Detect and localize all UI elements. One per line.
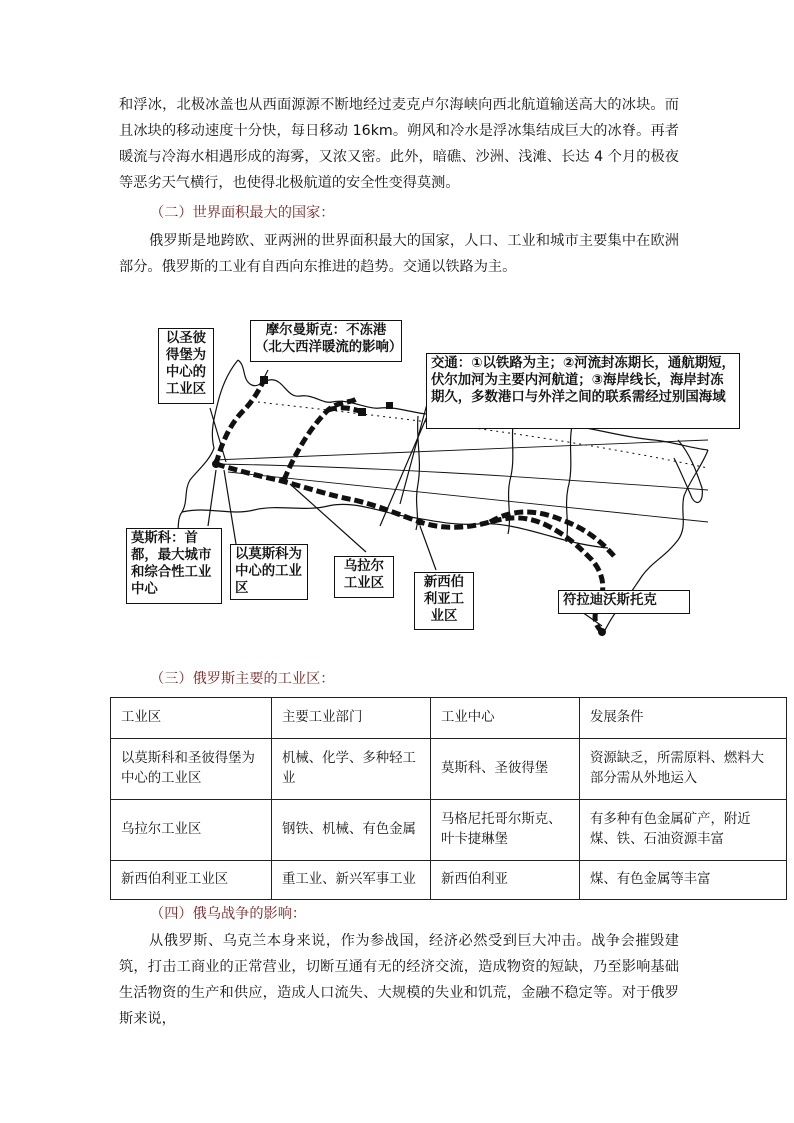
table-header-cell: 主要工业部门 (272, 698, 431, 739)
map-city-novosibirsk (417, 519, 424, 526)
table-row (111, 861, 787, 900)
table-row (111, 800, 787, 861)
label-ural: 乌拉尔工业区 (334, 556, 394, 598)
map-railway-vorkuta (328, 408, 362, 412)
table-cell: 煤、有色金属等丰富 (580, 861, 787, 900)
table-cell: 新西伯利亚 (431, 861, 580, 900)
table-cell: 莫斯科、圣彼得堡 (431, 739, 580, 800)
map-latitude-line (214, 464, 708, 490)
paragraph-arctic-route: 和浮冰，北极冰盖也从西面源源不断地经过麦克卢尔海峡向西北航道输送高大的冰块。而且冰块的移动速度十分快，每日移动 16km。朔风和冷水是浮冰集结成巨大的冰脊。再者暖流与冷海水相遇形成的海雾，又浓又密。此外，暗礁、沙洲、浅滩、长达 4 个月的极夜等恶劣天气横行，也使得北极航道的安全性变得莫测。 (119, 97, 679, 191)
map-city-east (386, 402, 393, 409)
table-cell: 乌拉尔工业区 (111, 800, 272, 861)
map-city-vladivostok (598, 628, 606, 636)
label-vladivostok: 符拉迪沃斯托克 (558, 590, 690, 614)
section-heading-industry-regions: （三）俄罗斯主要的工业区： (150, 671, 335, 687)
table-header-row (111, 698, 787, 739)
leader-ural (290, 484, 366, 552)
table-header-cell: 工业区 (111, 698, 272, 739)
label-moscow-region: 以莫斯科为中心的工业区 (230, 544, 308, 600)
table-cell: 机械、化学、多种轻工业 (272, 739, 431, 800)
leader-moscow-region (224, 470, 236, 544)
map-city-moscow (212, 460, 220, 468)
table-cell: 重工业、新兴军事工业 (272, 861, 431, 900)
russia-industry-map (118, 320, 735, 640)
leader-moscow (208, 470, 216, 526)
table-cell: 以莫斯科和圣彼得堡为中心的工业区 (111, 739, 272, 800)
label-moscow: 莫斯科：首都，最大城市和综合性工业中心 (126, 528, 222, 604)
map-city-vorkuta (358, 408, 366, 416)
table-header-cell: 工业中心 (431, 698, 580, 739)
map-latitude-line-2 (228, 472, 708, 522)
label-transport: 交通：①以铁路为主；②河流封冻期长，通航期短，伏尔加河为主要内河航道；③海岸线长，海岸封冻期久，多数港口与外洋之间的联系需经过别国海域 (426, 353, 740, 429)
map-longitude-line (214, 440, 708, 460)
table-cell: 有多种有色金属矿产，附近煤、铁、石油资源丰富 (580, 800, 787, 861)
map-city-ural (281, 477, 288, 484)
section-heading-war-impact: （四）俄乌战争的影响： (150, 906, 307, 922)
map-kamchatka (674, 440, 702, 503)
table-cell: 新西伯利亚工业区 (111, 861, 272, 900)
leader-siberia (420, 526, 436, 570)
table-cell: 马格尼托哥尔斯克、叶卡捷琳堡 (431, 800, 580, 861)
label-siberia: 新西伯利亚工业区 (414, 572, 474, 630)
paragraph-war-impact: 从俄罗斯、乌克兰本身来说，作为参战国，经济必然受到巨大冲击。战争会摧毁建筑，打击工商业的正常营业，切断互通有无的经济交流，造成物资的短缺，乃至影响基础生活物资的生产和供应，造成人口流失、大规模的失业和饥荒，金融不稳定等。对于俄罗斯来说， (119, 933, 679, 1027)
paragraph-russia: 俄罗斯是地跨欧、亚两洲的世界面积最大的国家，人口、工业和城市主要集中在欧洲部分。俄罗斯的工业有自西向东推进的趋势。交通以铁路为主。 (119, 233, 679, 275)
table-row (111, 739, 787, 800)
label-spb-region: 以圣彼得堡为中心的工业区 (158, 328, 214, 404)
table-cell: 资源缺乏，所需原料、燃料大部分需从外地运入 (580, 739, 787, 800)
industry-table (110, 697, 787, 900)
section-heading-largest-country: （二）世界面积最大的国家： (150, 205, 335, 221)
table-cell: 钢铁、机械、有色金属 (272, 800, 431, 861)
label-murmansk: 摩尔曼斯克：不冻港（北大西洋暖流的影响） (250, 320, 402, 362)
table-header-cell: 发展条件 (580, 698, 787, 739)
